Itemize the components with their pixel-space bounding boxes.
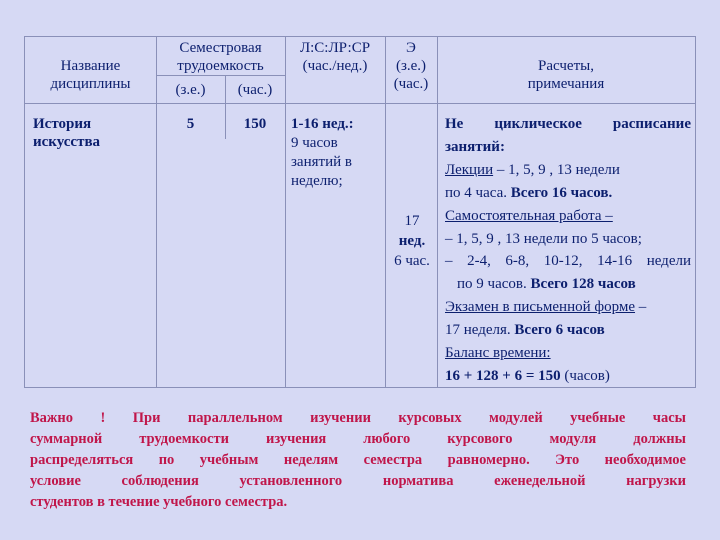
note-line: условие соблюдения установленного норматива еженедельной нагрузки — [30, 473, 686, 489]
note-line: Важно ! При параллельном изучении курсовых модулей учебные часы — [30, 410, 686, 426]
header-name: Название дисциплины — [50, 58, 131, 92]
labor-hours-value: 150 — [243, 116, 267, 132]
calculation-notes: Не циклическое расписание занятий: Лекции – 1, 5, 9 , 13 недели по 4 часа. Всего 16 часов. Самостоятельная работа – – 1, 5, 9 , 13 недели по 5 часов; – 2-4, 6-8, 10-12, 14-16 недели по 9 часов. Всего 128 часов Экзамен в письменной форме – 17 неделя. Всего 6 часов Баланс времени: 16 + 128 + 6 = 150 (часов) — [445, 116, 691, 384]
header-exam: Э (з.е.) (час.) — [393, 40, 429, 92]
col-divider — [285, 37, 286, 387]
header-labor-ze: (з.е.) — [175, 82, 206, 98]
note-line: распределяться по учебным неделям семестра равномерно. Это необходимое — [30, 452, 686, 468]
header-hours: Л:С:ЛР:СР (час./нед.) — [299, 40, 371, 74]
note-line: суммарной трудоемкости изучения любого курсового модуля должны — [30, 431, 686, 447]
important-note — [30, 408, 686, 513]
labor-ze-value: 5 — [186, 116, 195, 132]
header-labor: Семестровая трудоемкость — [177, 40, 264, 74]
sub-header-divider — [156, 75, 285, 76]
discipline-name: История искусства — [33, 116, 101, 150]
exam-value: 17 нед. 6 час. — [394, 213, 430, 269]
header-notes: Расчеты, примечания — [527, 58, 605, 92]
header-divider — [25, 103, 695, 104]
note-line: студентов в течение учебного семестра. — [30, 494, 288, 510]
curriculum-table — [24, 36, 696, 388]
weekly-hours: 1-16 нед.: 9 часов занятий в неделю; — [291, 116, 354, 189]
header-labor-hours: (час.) — [237, 82, 273, 98]
